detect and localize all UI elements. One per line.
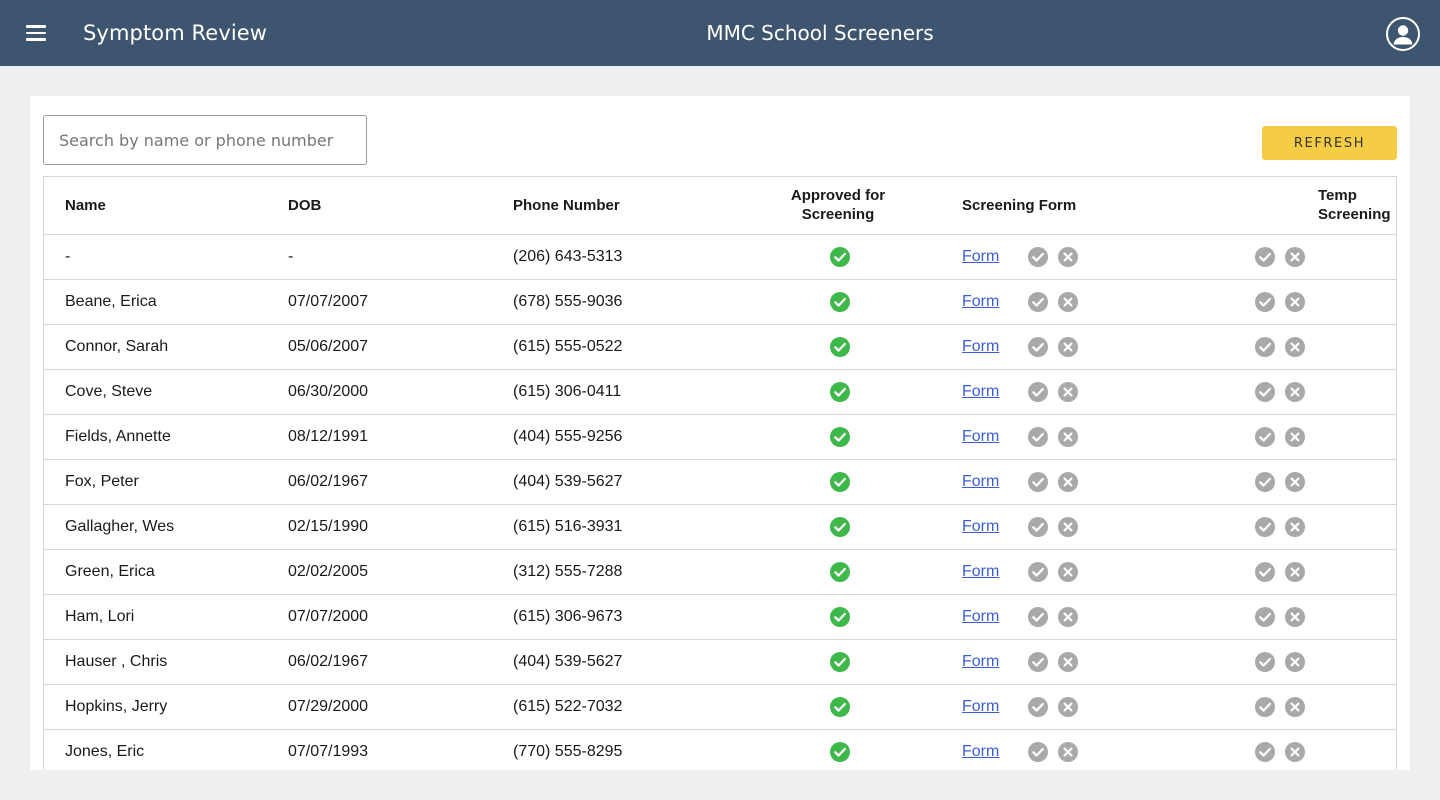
check-circle-icon[interactable] — [1255, 247, 1275, 267]
cell-temp-screening — [1175, 234, 1396, 279]
table-row[interactable] — [44, 729, 1396, 770]
cell-phone: (615) 522-7032 — [493, 684, 719, 729]
check-circle-icon[interactable] — [1028, 427, 1048, 447]
cell-screening-form — [957, 369, 1175, 414]
form-link[interactable]: Form — [962, 562, 1000, 580]
form-link[interactable]: Form — [962, 742, 1000, 760]
check-circle-icon[interactable] — [1255, 742, 1275, 762]
account-circle-icon[interactable] — [1386, 17, 1420, 51]
cell-name: Gallagher, Wes — [44, 504, 268, 549]
cell-name: Connor, Sarah — [44, 324, 268, 369]
table-row[interactable] — [44, 414, 1396, 459]
cell-dob: 02/15/1990 — [268, 504, 493, 549]
cell-phone: (404) 539-5627 — [493, 459, 719, 504]
close-circle-icon[interactable] — [1058, 472, 1078, 492]
close-circle-icon[interactable] — [1058, 247, 1078, 267]
cell-dob: 07/29/2000 — [268, 684, 493, 729]
cell-dob: - — [268, 234, 493, 279]
form-link[interactable]: Form — [962, 337, 1000, 355]
table-row[interactable] — [44, 504, 1396, 549]
check-circle-icon[interactable] — [1255, 337, 1275, 357]
close-circle-icon[interactable] — [1285, 427, 1305, 447]
close-circle-icon[interactable] — [1058, 652, 1078, 672]
check-circle-icon — [830, 697, 850, 717]
check-circle-icon — [830, 247, 850, 267]
table-row[interactable] — [44, 324, 1396, 369]
check-circle-icon[interactable] — [1255, 382, 1275, 402]
search-input[interactable] — [43, 115, 367, 165]
close-circle-icon[interactable] — [1285, 247, 1305, 267]
check-circle-icon — [830, 382, 850, 402]
close-circle-icon[interactable] — [1058, 742, 1078, 762]
cell-screening-form — [957, 639, 1175, 684]
column-header-temp-screening[interactable] — [1175, 177, 1396, 234]
cell-screening-form — [957, 279, 1175, 324]
column-header-temp-screening-label: Temp Screening — [1318, 187, 1391, 224]
table-row[interactable] — [44, 684, 1396, 729]
table-row[interactable] — [44, 549, 1396, 594]
check-circle-icon — [830, 607, 850, 627]
cell-temp-screening — [1175, 639, 1396, 684]
check-circle-icon[interactable] — [1255, 652, 1275, 672]
cell-screening-form — [957, 504, 1175, 549]
form-link[interactable]: Form — [962, 697, 1000, 715]
cell-phone: (615) 306-0411 — [493, 369, 719, 414]
check-circle-icon[interactable] — [1028, 247, 1048, 267]
close-circle-icon[interactable] — [1058, 427, 1078, 447]
check-circle-icon[interactable] — [1028, 472, 1048, 492]
cell-temp-screening — [1175, 324, 1396, 369]
cell-phone: (615) 555-0522 — [493, 324, 719, 369]
close-circle-icon[interactable] — [1285, 292, 1305, 312]
column-header-phone[interactable]: Phone Number — [493, 177, 719, 234]
close-circle-icon[interactable] — [1285, 517, 1305, 537]
cell-temp-screening — [1175, 549, 1396, 594]
cell-approved — [719, 414, 957, 459]
form-link[interactable]: Form — [962, 247, 1000, 265]
cell-approved — [719, 684, 957, 729]
check-circle-icon[interactable] — [1028, 382, 1048, 402]
form-link[interactable]: Form — [962, 292, 1000, 310]
cell-name: Fields, Annette — [44, 414, 268, 459]
check-circle-icon — [830, 517, 850, 537]
check-circle-icon[interactable] — [1028, 697, 1048, 717]
close-circle-icon[interactable] — [1058, 337, 1078, 357]
cell-temp-screening — [1175, 369, 1396, 414]
check-circle-icon[interactable] — [1255, 607, 1275, 627]
table-row[interactable] — [44, 639, 1396, 684]
close-circle-icon[interactable] — [1285, 382, 1305, 402]
column-header-dob[interactable]: DOB — [268, 177, 493, 234]
cell-screening-form — [957, 549, 1175, 594]
check-circle-icon[interactable] — [1028, 517, 1048, 537]
cell-approved — [719, 549, 957, 594]
cell-screening-form — [957, 684, 1175, 729]
cell-temp-screening — [1175, 504, 1396, 549]
check-circle-icon[interactable] — [1028, 652, 1048, 672]
column-header-screening-form[interactable]: Screening Form — [957, 177, 1175, 234]
check-circle-icon[interactable] — [1028, 742, 1048, 762]
check-circle-icon — [830, 427, 850, 447]
cell-name: Green, Erica — [44, 549, 268, 594]
table-row[interactable] — [44, 459, 1396, 504]
cell-dob: 06/02/1967 — [268, 459, 493, 504]
form-link[interactable]: Form — [962, 427, 1000, 445]
cell-name: Hopkins, Jerry — [44, 684, 268, 729]
form-link[interactable]: Form — [962, 472, 1000, 490]
check-circle-icon[interactable] — [1255, 292, 1275, 312]
app-title: MMC School Screeners — [706, 21, 934, 45]
check-circle-icon — [830, 337, 850, 357]
close-circle-icon[interactable] — [1285, 697, 1305, 717]
cell-approved — [719, 459, 957, 504]
cell-temp-screening — [1175, 459, 1396, 504]
cell-dob: 06/30/2000 — [268, 369, 493, 414]
cell-approved — [719, 594, 957, 639]
cell-approved — [719, 504, 957, 549]
refresh-button[interactable]: REFRESH — [1262, 126, 1397, 160]
cell-name: Cove, Steve — [44, 369, 268, 414]
cell-name: Hauser , Chris — [44, 639, 268, 684]
close-circle-icon[interactable] — [1058, 292, 1078, 312]
cell-dob: 07/07/2007 — [268, 279, 493, 324]
close-circle-icon[interactable] — [1285, 337, 1305, 357]
close-circle-icon[interactable] — [1285, 562, 1305, 582]
close-circle-icon[interactable] — [1285, 472, 1305, 492]
cell-phone: (770) 555-8295 — [493, 729, 719, 770]
cell-phone: (404) 539-5627 — [493, 639, 719, 684]
cell-approved — [719, 639, 957, 684]
check-circle-icon — [830, 742, 850, 762]
cell-temp-screening — [1175, 684, 1396, 729]
cell-temp-screening — [1175, 729, 1396, 770]
check-circle-icon — [830, 652, 850, 672]
hamburger-menu-icon[interactable] — [22, 21, 50, 45]
cell-approved — [719, 324, 957, 369]
cell-name: Ham, Lori — [44, 594, 268, 639]
cell-dob: 07/07/1993 — [268, 729, 493, 770]
cell-name: Fox, Peter — [44, 459, 268, 504]
close-circle-icon[interactable] — [1285, 607, 1305, 627]
cell-phone: (615) 306-9673 — [493, 594, 719, 639]
page-title: Symptom Review — [83, 21, 268, 45]
check-circle-icon — [830, 562, 850, 582]
cell-screening-form — [957, 459, 1175, 504]
close-circle-icon[interactable] — [1285, 742, 1305, 762]
cell-dob: 05/06/2007 — [268, 324, 493, 369]
patients-table — [43, 176, 1397, 770]
cell-phone: (678) 555-9036 — [493, 279, 719, 324]
close-circle-icon[interactable] — [1058, 562, 1078, 582]
table-row[interactable] — [44, 369, 1396, 414]
cell-temp-screening — [1175, 279, 1396, 324]
cell-dob: 07/07/2000 — [268, 594, 493, 639]
close-circle-icon[interactable] — [1058, 697, 1078, 717]
cell-dob: 02/02/2005 — [268, 549, 493, 594]
cell-screening-form — [957, 414, 1175, 459]
check-circle-icon[interactable] — [1028, 337, 1048, 357]
form-link[interactable]: Form — [962, 382, 1000, 400]
cell-approved — [719, 369, 957, 414]
cell-dob: 08/12/1991 — [268, 414, 493, 459]
check-circle-icon[interactable] — [1255, 697, 1275, 717]
column-header-approved[interactable] — [719, 177, 957, 234]
cell-approved — [719, 234, 957, 279]
cell-phone: (404) 555-9256 — [493, 414, 719, 459]
app-bar — [0, 0, 1440, 66]
close-circle-icon[interactable] — [1058, 607, 1078, 627]
cell-temp-screening — [1175, 414, 1396, 459]
table-row[interactable] — [44, 279, 1396, 324]
column-header-name[interactable]: Name — [44, 177, 268, 234]
cell-phone: (206) 643-5313 — [493, 234, 719, 279]
cell-phone: (615) 516-3931 — [493, 504, 719, 549]
cell-approved — [719, 729, 957, 770]
cell-phone: (312) 555-7288 — [493, 549, 719, 594]
check-circle-icon[interactable] — [1028, 562, 1048, 582]
check-circle-icon[interactable] — [1028, 607, 1048, 627]
symptom-review-card — [30, 96, 1410, 770]
check-circle-icon[interactable] — [1028, 292, 1048, 312]
check-circle-icon[interactable] — [1255, 562, 1275, 582]
close-circle-icon[interactable] — [1058, 382, 1078, 402]
check-circle-icon — [830, 292, 850, 312]
cell-name: Jones, Eric — [44, 729, 268, 770]
column-header-approved-label: Approved for Screening — [790, 187, 886, 224]
table-header-row — [44, 177, 1396, 234]
cell-screening-form — [957, 594, 1175, 639]
cell-temp-screening — [1175, 594, 1396, 639]
close-circle-icon[interactable] — [1058, 517, 1078, 537]
form-link[interactable]: Form — [962, 607, 1000, 625]
cell-approved — [719, 279, 957, 324]
form-link[interactable]: Form — [962, 517, 1000, 535]
cell-screening-form — [957, 234, 1175, 279]
cell-name: Beane, Erica — [44, 279, 268, 324]
cell-name: - — [44, 234, 268, 279]
form-link[interactable]: Form — [962, 652, 1000, 670]
cell-dob: 06/02/1967 — [268, 639, 493, 684]
check-circle-icon[interactable] — [1255, 472, 1275, 492]
cell-screening-form — [957, 324, 1175, 369]
cell-screening-form — [957, 729, 1175, 770]
table-row[interactable] — [44, 234, 1396, 279]
check-circle-icon[interactable] — [1255, 427, 1275, 447]
table-row[interactable] — [44, 594, 1396, 639]
close-circle-icon[interactable] — [1285, 652, 1305, 672]
check-circle-icon — [830, 472, 850, 492]
check-circle-icon[interactable] — [1255, 517, 1275, 537]
